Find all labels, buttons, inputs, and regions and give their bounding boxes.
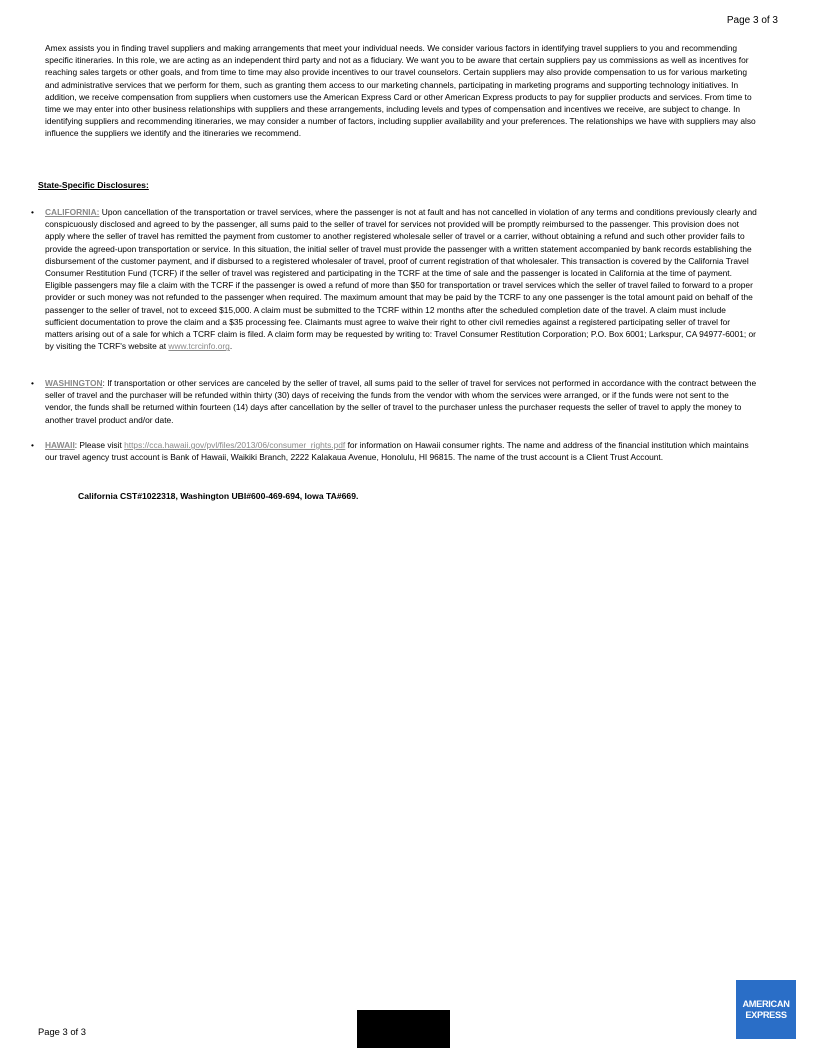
hawaii-label: HAWAII bbox=[45, 440, 75, 450]
bullet-icon: • bbox=[31, 378, 34, 388]
tcrf-website-link[interactable]: www.tcrcinfo.org bbox=[168, 341, 230, 352]
hawaii-body: for information on Hawaii consumer rights. The name and address of the financial institution which maintains our travel agency trust account is Bank of Hawaii, Waikiki Branch, 2222 Kalakaua Avenue, Honolulu, HI 96815. The name of the trust account is a Client Trust Account. bbox=[45, 440, 749, 463]
hawaii-disclosure bbox=[31, 439, 757, 463]
california-label: CALIFORNIA: bbox=[45, 207, 100, 217]
hawaii-pre-link: : Please visit bbox=[74, 440, 125, 450]
washington-label: WASHINGTON bbox=[45, 378, 103, 388]
american-express-logo bbox=[736, 980, 796, 1039]
state-disclosures-heading: State-Specific Disclosures: bbox=[38, 180, 149, 190]
california-disclosure bbox=[31, 206, 757, 352]
bullet-icon: • bbox=[31, 440, 34, 450]
page-header-label: Page 3 of 3 bbox=[726, 15, 778, 26]
hawaii-consumer-rights-link[interactable]: https://cca.hawaii.gov/pvl/files/2013/06/consumer_rights.pdf bbox=[124, 440, 346, 450]
washington-disclosure bbox=[31, 377, 757, 426]
california-body: Upon cancellation of the transportation or travel services, where the passenger is not at fault and has not cancelled in violation of any terms and conditions previously clearly and conspicuously disclosed and agreed to by the passenger, all sums paid to the seller of travel for services not provided will be promptly reimbursed to the passenger. This provision does not apply where the seller of travel has remitted the payment from customer to another registered wholesale seller of travel or a carrier, without obtaining a refund and such other provider fails to provide the agreed-upon transportation or service. In this situation, the initial seller of travel must provide the passenger with a written statement accompanied by bank records establishing the disbursement of the customer payment, and if disbursed to a registered wholesaler of travel, proof of current registration of that wholesaler. This transaction is covered by the California Travel Consumer Restitution Fund (TCRF) if the seller of travel was registered and participating in the TCRF at the time of sale and the passenger is located in California at the time of payment. Eligible passengers may file a claim with the TCRF if the passenger is owed a refund of more than $50 for transportation or travel services which the seller of travel failed to forward to a proper provider or such money was not refunded to the passenger when required. The maximum amount that may be paid by the TCRF to any one passenger is the total amount paid on behalf of the passenger to the seller of travel, not to exceed $15,000. A claim must be submitted to the TCRF within 12 months after the scheduled completion date of the travel. A claim must include sufficient documentation to prove the claim and a $35 processing fee. Claimants must agree to waive their right to other civil remedies against a registered participating seller of travel for matters arising out of a sale for which a TCRF claim is filed. A claim form may be requested by writing to: Travel Consumer Restitution Corporation; P.O. Box 6001; Larkspur, CA 94977-6001; or by visiting the TCRF's website at bbox=[45, 207, 757, 352]
license-numbers: California CST#1022318, Washington UBI#600-469-694, Iowa TA#669. bbox=[78, 491, 359, 501]
logo-line-express: EXPRESS bbox=[745, 1009, 787, 1020]
footer-page-label: Page 3 of 3 bbox=[38, 1026, 86, 1037]
footer-redaction-box bbox=[357, 1010, 450, 1048]
bullet-icon: • bbox=[31, 207, 34, 217]
intro-paragraph: Amex assists you in finding travel suppliers and making arrangements that meet your individual needs. We consider various factors in identifying travel suppliers to you and recommending specific itineraries. In this role, we are acting as an independent third party and not as a fiduciary. We want you to be aware that certain suppliers pay us commissions as well as incentives for reaching sales targets or other goals, and from time to time may also provide incentives to our travel counselors. Certain suppliers may also provide compensation to us for various marketing and administrative services that we perform for them, such as granting them access to our marketing channels, participating in marketing programs and supporting technology initiatives. In addition, we receive compensation from suppliers when customers use the American Express Card or other American Express products to pay for supplier products and services. From time to time we may enter into other business relationships with suppliers and these arrangements, including levels and types of compensation and incentives we receive, are subject to change. In identifying suppliers and recommending itineraries, we may consider a number of factors, including supplier availability and your preferences. The relationships we have with suppliers may also influence the suppliers we identify and the itineraries we recommend. bbox=[45, 43, 756, 139]
logo-line-american: AMERICAN bbox=[742, 998, 790, 1009]
washington-body: : If transportation or other services are canceled by the seller of travel, all sums paid to the seller of travel for services not performed in accordance with the contract between the seller of travel and the purchaser will be refunded within thirty (30) days of receiving the funds from the vendor with whom the services were arranged, or if the funds were not sent to the vendor, the funds shall be returned within fourteen (14) days after cancellation by the seller of travel to the purchaser unless the purchaser requests the seller of travel to apply the money to another travel product and/or date. bbox=[45, 378, 757, 425]
california-tail: . bbox=[229, 341, 233, 352]
